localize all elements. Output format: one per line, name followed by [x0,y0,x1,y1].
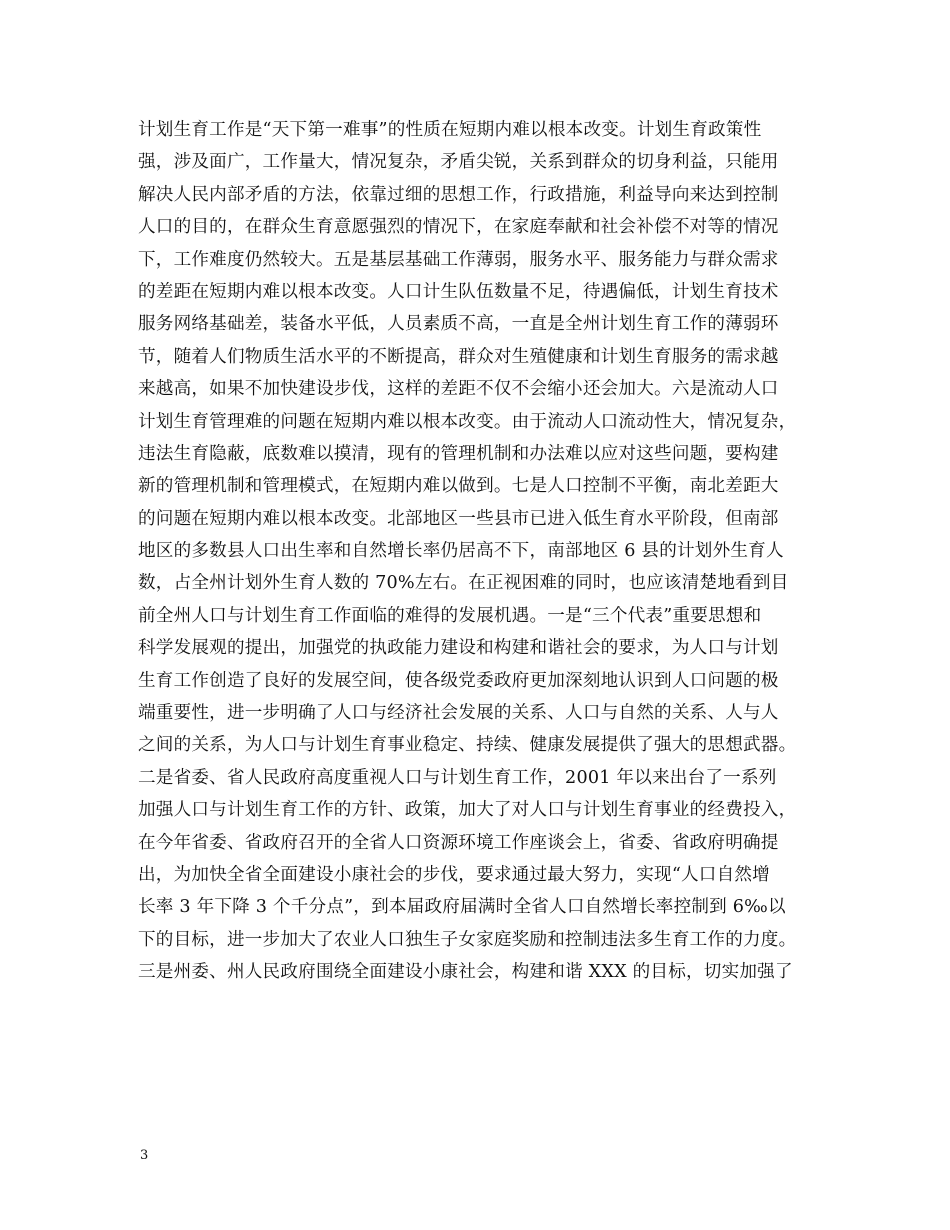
text-line: 长率 3 年下降 3 个千分点”，到本届政府届满时全省人口自然增长率控制到 6‰以 [138,897,786,918]
text-line: 之间的关系，为人口与计划生育事业稳定、持续、健康发展提供了强大的思想武器。 [138,735,797,756]
text-line: 下，工作难度仍然较大。五是基层基础工作薄弱，服务水平、服务能力与群众需求 [138,249,779,270]
text-line: 前全州人口与计划生育工作面临的难得的发展机遇。一是“三个代表”重要思想和 [138,605,762,626]
text-line: 解决人民内部矛盾的方法，依靠过细的思想工作，行政措施，利益导向来达到控制 [138,184,779,205]
text-line: 出，为加快全省全面建设小康社会的步伐，要求通过最大努力，实现“人口自然增 [138,864,770,885]
text-line: 违法生育隐蔽，底数难以摸清，现有的管理机制和办法难以应对这些问题，要构建 [138,443,779,464]
text-line: 二是省委、省人民政府高度重视人口与计划生育工作，2001 年以来出台了一系列 [138,767,777,788]
text-line: 在今年省委、省政府召开的全省人口资源环境工作座谈会上，省委、省政府明确提 [138,832,779,853]
text-line: 强，涉及面广，工作量大，情况复杂，矛盾尖锐，关系到群众的切身利益，只能用 [138,152,779,173]
text-line: 生育工作创造了良好的发展空间，使各级党委政府更加深刻地认识到人口问题的极 [138,670,779,691]
page-number: 3 [140,1148,149,1163]
text-line: 服务网络基础差，装备水平低，人员素质不高，一直是全州计划生育工作的薄弱环 [138,314,779,335]
text-line: 三是州委、州人民政府围绕全面建设小康社会，构建和谐 XXX 的目标，切实加强了 [138,962,793,983]
text-line: 地区的多数县人口出生率和自然增长率仍居高不下，南部地区 6 县的计划外生育人 [138,541,784,562]
text-line: 来越高，如果不加快建设步伐，这样的差距不仅不会缩小还会加大。六是流动人口 [138,379,779,400]
text-line: 下的目标，进一步加大了农业人口独生子女家庭奖励和控制违法多生育工作的力度。 [138,929,797,950]
text-line: 科学发展观的提出，加强党的执政能力建设和构建和谐社会的要求，为人口与计划 [138,638,779,659]
text-line: 的差距在短期内难以根本改变。人口计生队伍数量不足，待遇偏低，计划生育技术 [138,281,779,302]
text-line: 新的管理机制和管理模式，在短期内难以做到。七是人口控制不平衡，南北差距大 [138,476,779,497]
body-text [138,114,838,989]
text-line: 计划生育管理难的问题在短期内难以根本改变。由于流动人口流动性大，情况复杂， [138,411,797,432]
text-line: 数，占全州计划外生育人数的 70%左右。在正视困难的同时，也应该清楚地看到目 [138,573,789,594]
text-line: 的问题在短期内难以根本改变。北部地区一些县市已进入低生育水平阶段，但南部 [138,508,779,529]
text-line: 人口的目的，在群众生育意愿强烈的情况下，在家庭奉献和社会补偿不对等的情况 [138,217,779,238]
text-line: 节，随着人们物质生活水平的不断提高，群众对生殖健康和计划生育服务的需求越 [138,346,779,367]
text-line: 端重要性，进一步明确了人口与经济社会发展的关系、人口与自然的关系、人与人 [138,703,779,724]
text-line: 加强人口与计划生育工作的方针、政策，加大了对人口与计划生育事业的经费投入， [138,800,797,821]
text-line: 计划生育工作是“天下第一难事”的性质在短期内难以根本改变。计划生育政策性 [138,120,762,140]
